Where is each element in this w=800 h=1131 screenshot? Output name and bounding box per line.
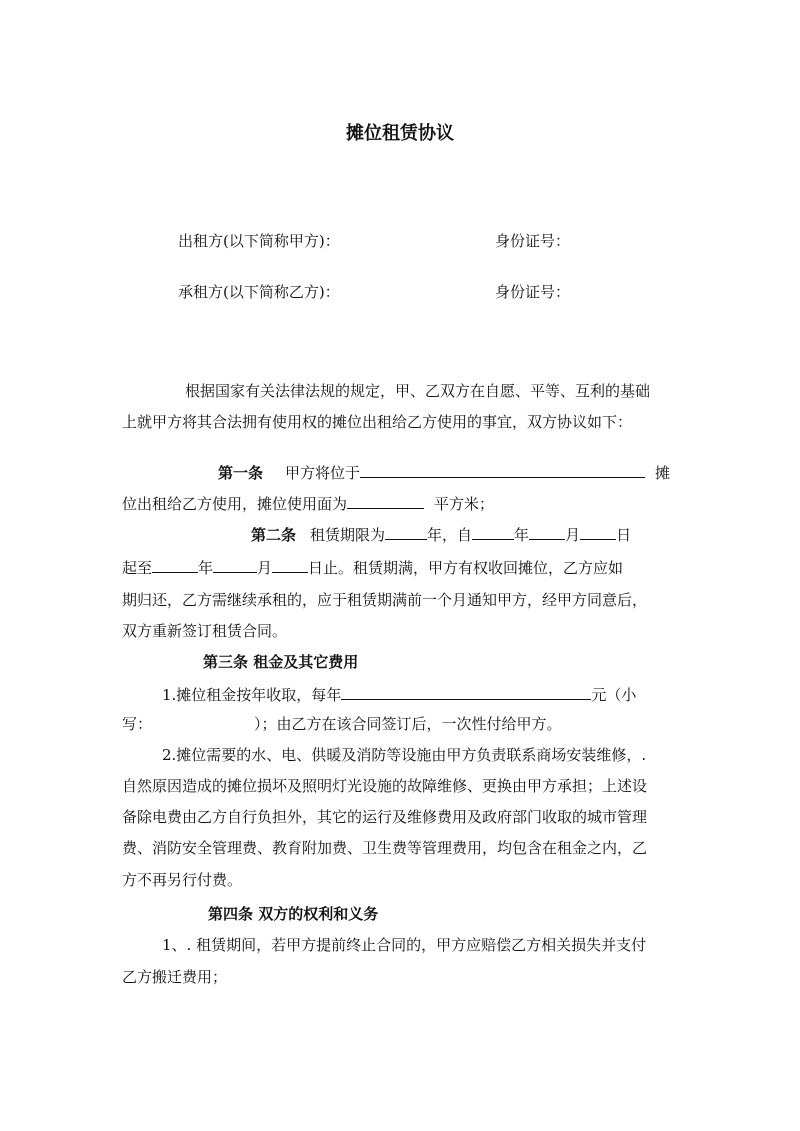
intro-line-1: 根据国家有关法律法规的规定，甲、乙双方在自愿、平等、互利的基础 (185, 382, 651, 400)
article-3-item-1-a: 1.摊位租金按年收取，每年 (162, 686, 342, 704)
location-blank[interactable] (360, 460, 645, 478)
document-title: 摊位租赁协议 (346, 123, 454, 144)
article-1-line-2 (122, 491, 494, 516)
article-3-item-2-line-3: 备除电费由乙方自行负担外，其它的运行及维修费用及政府部门收取的城市管理 (122, 808, 648, 826)
article-1-text-3: 位出租给乙方使用，摊位使用面为 (122, 495, 348, 513)
article-2-day-1: 日 (616, 526, 632, 544)
article-4-heading: 第四条 双方的权利和义务 (208, 905, 379, 923)
start-year-blank[interactable] (472, 522, 514, 540)
article-2-month-1: 月 (565, 526, 581, 544)
article-2-year-1: 年，自 (427, 526, 473, 544)
intro-line-2: 上就甲方将其合法拥有使用权的摊位出租给乙方使用的事宜，双方协议如下： (122, 413, 633, 431)
start-month-blank[interactable] (529, 522, 565, 540)
article-2-year-2: 年 (514, 526, 530, 544)
article-4-item-1-line-2: 乙方搬迁费用； (122, 968, 228, 986)
article-1-text-4: 平方米； (434, 495, 495, 513)
article-3-item-2-line-1: 2.摊位需要的水、电、供暖及消防等设施由甲方负责联系商场安装维修，. (162, 746, 647, 764)
article-2-to: 起至 (122, 559, 153, 577)
article-1-text-1: 甲方将位于 (285, 464, 361, 482)
lessee-label: 承租方(以下简称乙方)： (178, 283, 340, 301)
article-1-heading: 第一条 (218, 464, 264, 482)
article-3-item-1-c: 写： (122, 715, 153, 733)
end-month-blank[interactable] (213, 555, 257, 573)
term-years-blank[interactable] (385, 522, 427, 540)
article-2-line-1 (251, 522, 631, 547)
article-2-line-2 (122, 555, 623, 580)
end-day-blank[interactable] (272, 555, 308, 573)
article-3-item-1-b: 元（小 (591, 686, 637, 704)
article-3-item-2-line-2: 自然原因造成的摊位损坏及照明灯光设施的故障维修、更换由甲方承担；上述设 (122, 777, 648, 795)
article-1-line-1 (218, 460, 670, 485)
article-1-text-2: 摊 (655, 464, 671, 482)
article-2-heading: 第二条 (251, 526, 297, 544)
article-2-text-1: 租赁期限为 (310, 526, 386, 544)
article-2-year-3: 年 (198, 559, 214, 577)
annual-rent-blank[interactable] (341, 682, 591, 700)
article-3-item-2-line-4: 费、消防安全管理费、教育附加费、卫生费等管理费用，均包含在租金之内，乙 (122, 839, 648, 857)
article-3-item-2-line-5: 方不再另行付费。 (122, 871, 243, 889)
lessor-label: 出租方(以下简称甲方)： (178, 232, 340, 250)
article-3-item-1-line-1 (162, 682, 636, 707)
article-4-item-1-line-1: 1、. 租赁期间，若甲方提前终止合同的，甲方应赔偿乙方相关损失并支付 (162, 936, 647, 954)
article-2-month-2: 月 (257, 559, 273, 577)
article-2-end: 日止。租赁期满，甲方有权收回摊位，乙方应如 (308, 559, 624, 577)
start-day-blank[interactable] (580, 522, 616, 540)
article-3-item-1-d: ）；由乙方在该合同签订后，一次性付给甲方。 (254, 715, 562, 733)
article-2-line-3: 期归还，乙方需继续承租的，应于租赁期满前一个月通知甲方，经甲方同意后， (122, 591, 648, 609)
article-3-heading: 第三条 租金及其它费用 (203, 653, 359, 671)
lessor-id-label: 身份证号： (495, 232, 571, 250)
article-2-line-4: 双方重新签订租赁合同。 (122, 622, 288, 640)
end-year-blank[interactable] (152, 555, 198, 573)
area-blank[interactable] (347, 491, 424, 509)
lessee-id-label: 身份证号： (495, 283, 571, 301)
article-3-item-1-line-2 (122, 712, 562, 736)
